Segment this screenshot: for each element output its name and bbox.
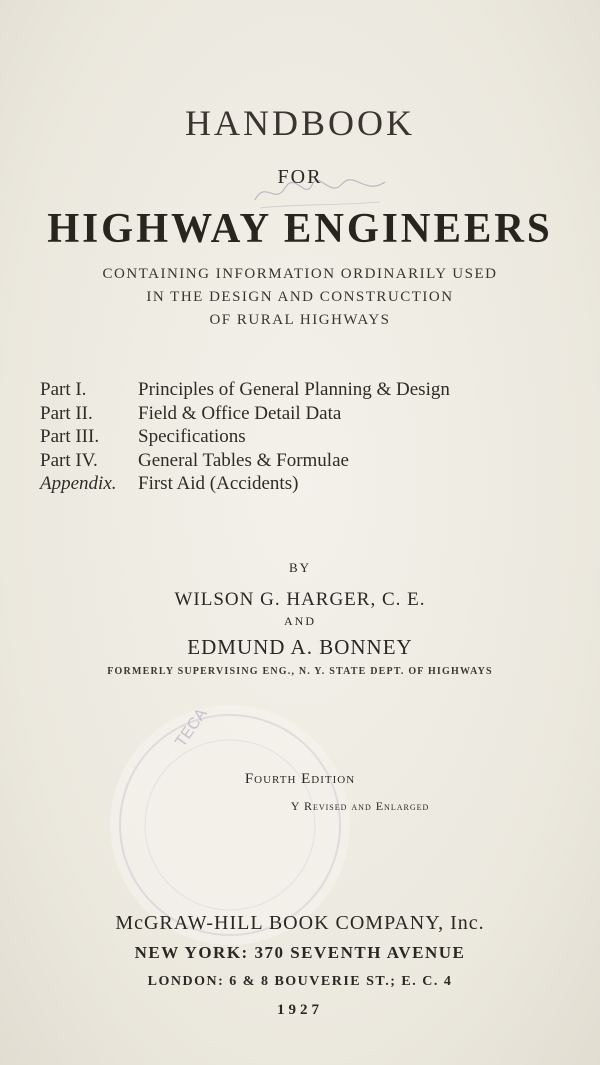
appendix-label: Appendix.	[40, 473, 117, 494]
publication-year: 1927	[277, 1002, 323, 1018]
edition-revised: Y Revised and Enlarged	[290, 799, 430, 813]
and-line: AND	[284, 614, 316, 628]
publisher-address-london: LONDON: 6 & 8 BOUVERIE ST.; E. C. 4	[147, 974, 453, 989]
title-handbook: HANDBOOK	[185, 103, 415, 143]
author-2: EDMUND A. BONNEY	[187, 635, 413, 659]
part-label: Part II.	[40, 402, 93, 424]
author-1: WILSON G. HARGER, C. E.	[174, 589, 426, 610]
part-text: General Tables & Formulae	[138, 449, 349, 471]
by-line: BY	[288, 560, 312, 575]
part-label: Part III.	[40, 426, 100, 447]
subtitle-line-1: CONTAINING INFORMATION ORDINARILY USED	[102, 266, 498, 282]
svg-text:TECA: TECA	[172, 705, 211, 751]
part-text: Field & Office Detail Data	[138, 402, 342, 424]
subtitle-line-2: IN THE DESIGN AND CONSTRUCTION	[146, 289, 454, 305]
title-highway-engineers: HIGHWAY ENGINEERS	[47, 206, 553, 252]
author-credential: FORMERLY SUPERVISING ENG., N. Y. STATE DEPT. OF HIGHWAYS	[107, 666, 493, 677]
edition-line: Fourth Edition	[244, 771, 356, 787]
publisher-name: McGRAW-HILL BOOK COMPANY, Inc.	[115, 912, 485, 934]
part-text: Specifications	[138, 426, 246, 447]
part-label: Part IV.	[40, 449, 98, 471]
part-text: First Aid (Accidents)	[138, 473, 299, 494]
contents-item	[40, 425, 450, 449]
publisher-address-ny: NEW YORK: 370 SEVENTH AVENUE	[134, 943, 466, 962]
contents-item	[40, 378, 450, 402]
part-label: Part I.	[40, 379, 87, 400]
part-text: Principles of General Planning & Design	[138, 379, 450, 400]
title-for: FOR	[277, 166, 323, 188]
contents-item	[40, 449, 450, 473]
contents-item	[40, 402, 450, 426]
subtitle-line-3: OF RURAL HIGHWAYS	[209, 312, 391, 328]
contents-item	[40, 472, 450, 496]
contents-list	[40, 378, 450, 496]
